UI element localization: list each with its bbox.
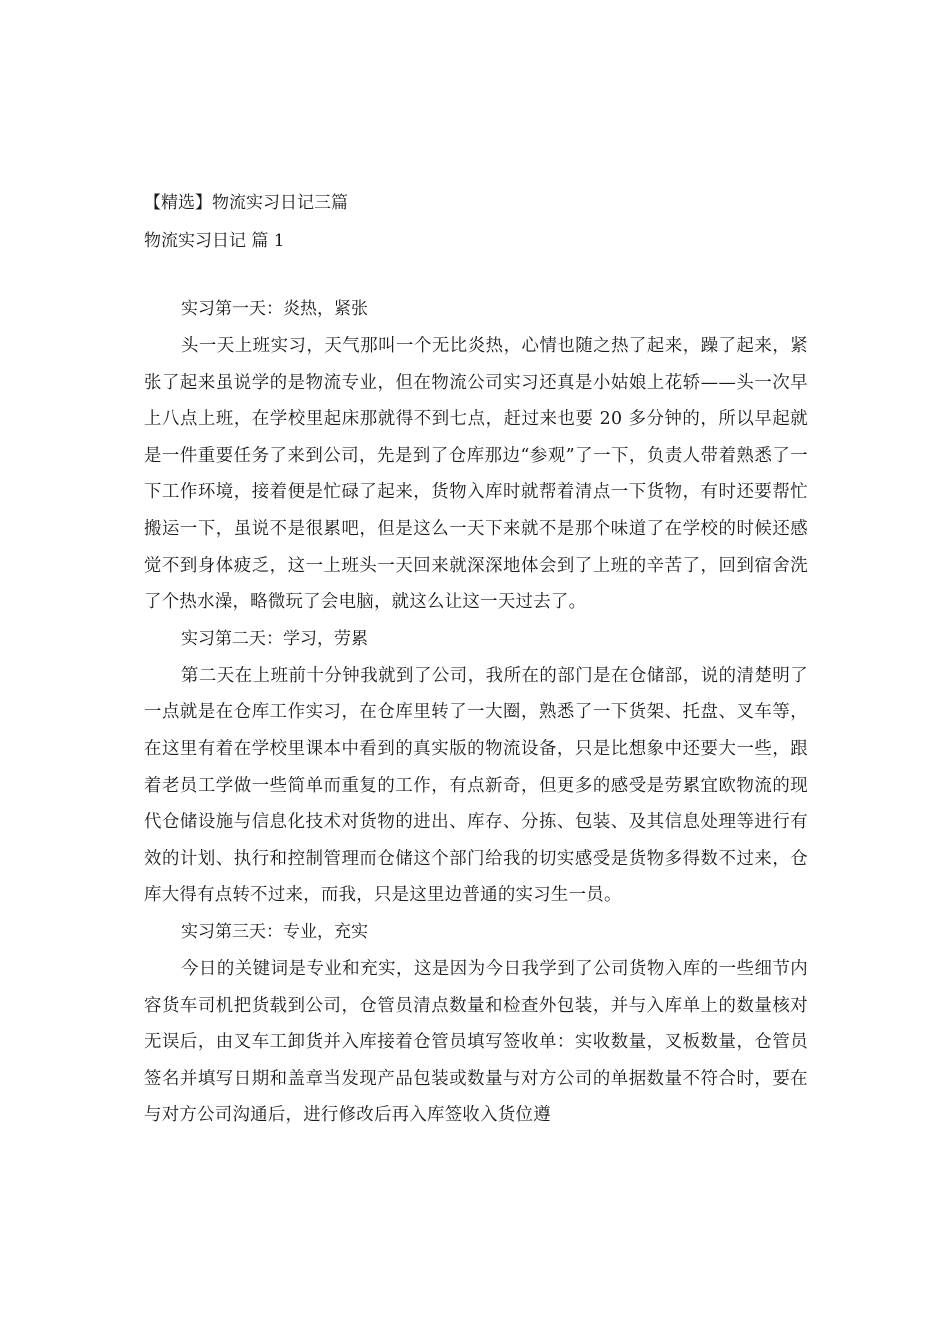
document-subtitle: 物流实习日记 篇 1 <box>144 231 285 251</box>
day-paragraph: 头一天上班实习，天气那叫一个无比炎热，心情也随之热了起来，躁了起来，紧张了起来虽说学的是物流专业，但在物流公司实习还真是小姑娘上花轿——头一次早上八点上班，在学校里起床那就得不到七点，赶过来也要 20 多分钟的，所以早起就是一件重要任务了来到公司，先是到了仓库那边“参观”了一下，负责人带着熟悉了一下工作环境，接着便是忙碌了起来，货物入库时就帮着清点一下货物，有时还要帮忙搬运一下，虽说不是很累吧，但是这么一天下来就不是那个味道了在学校的时候还感觉不到身体疲乏，这一上班头一天回来就深深地体会到了上班的辛苦了，回到宿舍洗了个热水澡，略微玩了会电脑，就这么让这一天过去了。 <box>144 336 808 613</box>
document-title: 【精选】物流实习日记三篇 <box>144 193 348 213</box>
day-entry-2 <box>144 621 808 914</box>
day-heading: 实习第三天：专业，充实 <box>181 921 368 942</box>
day-entry-3 <box>144 914 808 1134</box>
day-heading: 实习第二天：学习，劳累 <box>181 628 368 649</box>
document-body <box>144 291 808 1134</box>
day-entry-1 <box>144 291 808 621</box>
day-heading: 实习第一天：炎热，紧张 <box>181 299 368 319</box>
day-paragraph: 今日的关键词是专业和充实，这是因为今日我学到了公司货物入库的一些细节内容货车司机把货载到公司，仓管员清点数量和检查外包装，并与入库单上的数量核对无误后，由叉车工卸货并入库接着仓管员填写签收单：实收数量，叉板数量，仓管员签名并填写日期和盖章当发现产品包装或数量与对方公司的单据数量不符合时，要在与对方公司沟通后，进行修改后再入库签收入货位遵 <box>144 958 808 1126</box>
day-paragraph: 第二天在上班前十分钟我就到了公司，我所在的部门是在仓储部，说的清楚明了一点就是在仓库工作实习，在仓库里转了一大圈，熟悉了一下货架、托盘、叉车等，在这里有着在学校里课本中看到的真实版的物流设备，只是比想象中还要大一些，跟着老员工学做一些简单而重复的工作，有点新奇，但更多的感受是劳累宜欧物流的现代仓储设施与信息化技术对货物的进出、库存、分拣、包装、及其信息处理等进行有效的计划、执行和控制管理而仓储这个部门给我的切实感受是货物多得数不过来，仓库大得有点转不过来，而我，只是这里边普通的实习生一员。 <box>144 665 808 906</box>
